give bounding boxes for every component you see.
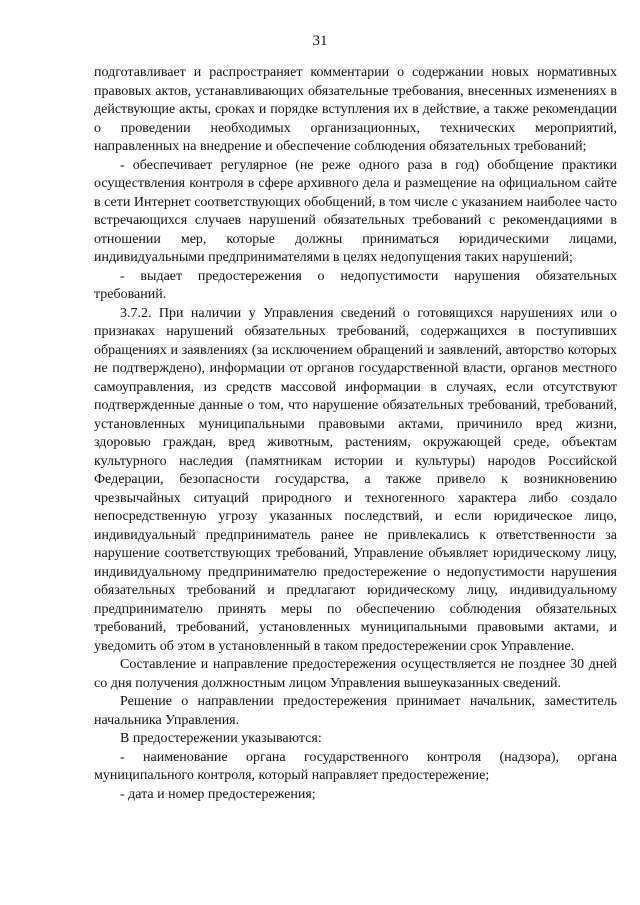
- paragraph-3-7-2: 3.7.2. При наличии у Управления сведений о готовящихся нарушениях или о признаках нарушений обязательных требований, содержащихся в поступивших обращениях и заявлениях (за исключением обращений и заявлений, авторство которых не подтверждено), информации от органов государственной власти, органов местного самоуправления, из средств массовой информации в случаях, если отсутствуют подтвержденные данные о том, что нарушение обязательных требований, требований, установленных муниципальными правовыми актами, причинило вред жизни, здоровью граждан, вред животным, растениям, окружающей среде, объектам культурного наследия (памятникам истории и культуры) народов Российской Федерации, безопасности государства, а также привело к возникновению чрезвычайных ситуаций природного и техногенного характера либо создало непосредственную угрозу указанных последствий, и если юридическое лицо, индивидуальный предприниматель ранее не привлекались к ответственности за нарушение соответствующих требований, Управление объявляет юридическому лицу, индивидуальному предпринимателю предостережение о недопустимости нарушения обязательных требований и предлагают юридическому лицу, индивидуальному предпринимателю принять меры по обеспечению соблюдения обязательных требований, требований, установленных муниципальными правовыми актами, и уведомить об этом в установленный в таком предостережении срок Управление.: [94, 305, 617, 654]
- document-body: [94, 64, 617, 804]
- paragraph-warning-contents: В предостережении указываются:: [120, 731, 322, 746]
- paragraph-decision: Решение о направлении предостережения принимает начальник, заместитель начальника Управления.: [94, 694, 617, 728]
- paragraph-warning-deadline: Составление и направление предостережения осуществляется не позднее 30 дней со дня получения должностным лицом Управления вышеуказанных сведений.: [94, 657, 617, 691]
- list-item-authority-name: - наименование органа государственного контроля (надзора), органа муниципального контроля, который направляет предостережение;: [94, 749, 617, 783]
- paragraph-warnings: - выдает предостережения о недопустимости нарушения обязательных требований.: [94, 268, 617, 302]
- list-item-date-number: - дата и номер предостережения;: [120, 786, 316, 802]
- paragraph-generalization: - обеспечивает регулярное (не реже одного раза в год) обобщение практики осуществления контроля в сфере архивного дела и размещение на официальном сайте в сети Интернет соответствующих обобщений, в том числе с указанием наиболее часто встречающихся случаев нарушений обязательных требований с рекомендациями в отношении мер, которые должны приниматься юридическими лицами, индивидуальными предпринимателями в целях недопущения таких нарушений;: [94, 157, 617, 265]
- page-number: 31: [312, 33, 328, 49]
- paragraph-commentary: подготавливает и распространяет комментарии о содержании новых нормативных правовых актов, устанавливающих обязательные требования, внесенных изменениях в действующие акты, сроках и порядке вступления их в действие, а также рекомендации о проведении необходимых организационных, технических мероприятий, направленных на внедрение и обеспечение соблюдения обязательных требований;: [94, 65, 617, 154]
